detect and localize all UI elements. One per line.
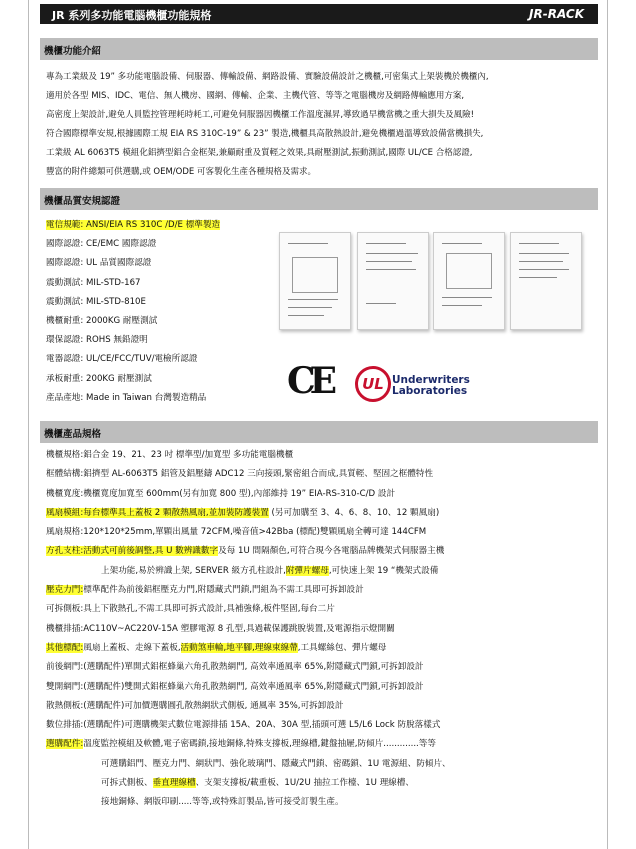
doc-line: [519, 243, 559, 244]
spec-label: 壓克力門:: [46, 585, 84, 596]
spec-label: 機櫃寬度:: [46, 488, 84, 499]
cert-value: 200KG 耐壓測試: [86, 373, 152, 384]
spec-label: 數位排插:: [46, 720, 84, 731]
spec-value: 溫度監控模組及軟體,電子密碼鎖,接地銅條,特殊支撐板,理線槽,鍵盤抽屜,防傾片.............等等: [83, 739, 436, 750]
certificate-image: [510, 232, 582, 330]
cert-value: 2000KG 耐壓測試: [86, 316, 158, 327]
spec-row: [46, 542, 598, 561]
doc-line: [288, 299, 338, 300]
spec-row: [46, 735, 598, 754]
spec-row: [46, 716, 598, 735]
doc-line: [442, 243, 482, 244]
certificate-image: [279, 232, 351, 330]
cert-value: ANSI/EIA RS 310C /D/E 標準製造: [86, 220, 221, 230]
intro-line: 專為工業級及 19” 多功能電腦設備、伺服器、傳輸設備、網路設備、實驗設備設計之機櫃,可密集式上架裝機於機櫃內,: [46, 72, 489, 82]
spec-label: 選購配件:: [46, 739, 84, 750]
cert-list: [46, 216, 220, 408]
cert-row: [46, 350, 220, 369]
spec-row: [46, 639, 598, 658]
cert-label: 機櫃耐重:: [46, 316, 84, 327]
cert-row: [46, 293, 220, 312]
cert-label: 國際認證:: [46, 239, 84, 250]
doc-table: [292, 257, 338, 293]
spec-value: ,可快速上架 19 “機架式設備: [328, 565, 439, 576]
doc-line: [519, 261, 563, 262]
cert-label: 承板耐重:: [46, 373, 84, 384]
section-header-certs: [40, 188, 598, 210]
cert-label: 產品產地:: [46, 392, 84, 403]
doc-line: [519, 277, 557, 278]
page-title: JR 系列多功能電腦機櫃功能規格: [52, 9, 212, 22]
spec-value: 鋁擠型 AL-6063T5 鋁管及鋁壓鑄 ADC12 三向接頭,緊密組合而成,具質輕、堅固之框體特性: [83, 469, 434, 480]
cert-value: MIL-STD-810E: [86, 296, 146, 307]
intro-line: 適用於各型 MIS、IDC、電信、無人機房、國網、傳輸、企業、主機代管、等等之電腦機房及網路傳輸應用方案,: [46, 91, 465, 101]
spec-row-cont: [46, 755, 598, 774]
ul-mark-logo: UL: [355, 366, 391, 402]
spec-list: [46, 446, 598, 813]
ul-logo-text: [392, 375, 470, 397]
spec-label: 框體結構:: [46, 469, 84, 480]
spec-label: 前後網門:: [46, 662, 84, 673]
spec-row-cont: [46, 562, 598, 581]
spec-value: 可拆式側板、: [101, 778, 153, 789]
spec-row: [46, 523, 598, 542]
doc-line: [366, 243, 406, 244]
cert-row: [46, 370, 220, 389]
cert-label: 震動測試:: [46, 296, 84, 307]
doc-line: [288, 315, 324, 316]
cert-label: 電信規範:: [46, 220, 84, 230]
spec-value: (選購配件)可選購機架式數位電源排插 15A、20A、30A 型,插頭可選 L5/L6 Lock 防脫落樣式: [83, 720, 441, 731]
spec-value: 標準配件為前後鋁框壓克力門,附隱藏式門鎖,門組為不需工具即可拆卸設計: [83, 585, 364, 596]
spec-row: [46, 620, 598, 639]
spec-row: [46, 581, 598, 600]
spec-label: 雙開網門:: [46, 681, 84, 692]
cert-value: MIL-STD-167: [86, 277, 141, 288]
cert-value: CE/EMC 國際認證: [86, 239, 157, 250]
section-title: 機櫃產品規格: [44, 429, 102, 440]
cert-row: [46, 274, 220, 293]
spec-row: [46, 697, 598, 716]
spec-value: 120*120*25mm,單顆出風量 72CFM,噪音值>42Bba (標配)雙顆風扇全轉可達 144CFM: [83, 527, 427, 538]
spec-label: 可拆側板:: [46, 604, 84, 615]
section-header-specs: [40, 421, 598, 443]
cert-value: ROHS 無鉛證明: [86, 335, 148, 346]
spec-row-cont: [46, 793, 598, 812]
spec-row-cont: [46, 774, 598, 793]
spec-row: [46, 678, 598, 697]
ul-text-line: Underwriters: [392, 374, 470, 386]
doc-line: [366, 303, 396, 304]
doc-line: [519, 269, 569, 270]
cert-label: 震動測試:: [46, 277, 84, 288]
certificate-image: [357, 232, 429, 330]
spec-value: 具上下散熱孔,不需工具即可拆式設計,具補強條,板件堅固,每台二片: [83, 604, 335, 615]
cert-value: UL 品質國際認證: [86, 258, 152, 269]
doc-line: [442, 305, 482, 306]
intro-line: 工業級 AL 6063T5 模組化鋁擠型鋁合金框架,兼顧耐重及質輕之效果,具耐壓測試,振動測試,國際 UL/CE 合格認證,: [46, 148, 473, 158]
spec-value: 及每 1U 間隔顏色,可符合現今各電腦品牌機架式伺服器主機: [218, 546, 445, 557]
cert-row: [46, 235, 220, 254]
certificate-image: [433, 232, 505, 330]
intro-line: 豐富的附件總類可供選購,或 OEM/ODE 可客製化生產各種規格及需求。: [46, 167, 316, 177]
cert-row: [46, 312, 220, 331]
spec-value: 機櫃寬度加寬至 600mm(另有加寬 800 型),內部維持 19” EIA-RS-310-C/D 設計: [83, 488, 396, 499]
section-header-intro: [40, 38, 598, 60]
cert-value: Made in Taiwan 台灣製造精品: [86, 392, 207, 403]
spec-row: [46, 446, 598, 465]
spec-value: 上架功能,易於辨識上架, SERVER 級方孔柱設計,: [101, 565, 286, 576]
doc-line: [366, 253, 418, 254]
spec-value-highlight: 活動式可前後調整,具 U 數辨識數字: [83, 546, 219, 557]
doc-line: [366, 261, 412, 262]
spec-value: 鋁合金 19、21、23 吋 標準型/加寬型 多功能電腦機櫃: [83, 450, 294, 460]
cert-row: [46, 389, 220, 408]
spec-row: [46, 658, 598, 677]
doc-line: [288, 243, 328, 244]
spec-value: ,工具螺絲包、彈片螺母: [297, 642, 387, 653]
spec-label: 散熱側板:: [46, 700, 84, 711]
spec-value-highlight: 垂直理線槽: [152, 778, 196, 789]
spec-value: 、支架支撐板/載重板、1U/2U 抽拉工作檯、1U 理線槽、: [195, 778, 414, 789]
doc-line: [442, 297, 492, 298]
spec-value-highlight: 附彈片螺母: [285, 565, 329, 576]
cert-row: [46, 216, 220, 235]
intro-line: 高密度上架設計,避免人員監控管理耗時耗工,可避免伺服器因機櫃工作溫度濕昇,導致過早機當機之重大損失及風險!: [46, 110, 475, 120]
cert-value: UL/CE/FCC/TUV/電檢所認證: [86, 354, 198, 365]
spec-value: 可選購鋁門、壓克力門、網狀門、強化玻璃門、隱藏式門鎖、密碼鎖、1U 電源組、防傾片、: [101, 758, 451, 769]
spec-value: (另可加購至 3、4、6、8、10、12 顆風扇): [268, 507, 440, 518]
spec-row: [46, 600, 598, 619]
ul-text-line: Laboratories: [392, 385, 468, 397]
spec-label: 風扇模組:: [46, 507, 84, 518]
doc-table: [446, 253, 492, 289]
section-title: 機櫃功能介紹: [44, 46, 102, 57]
spec-label: 機櫃排插:: [46, 623, 84, 634]
doc-line: [366, 269, 416, 270]
cert-label: 環保認證:: [46, 335, 84, 346]
spec-row: [46, 465, 598, 484]
spec-label: 機櫃規格:: [46, 450, 84, 460]
doc-line: [519, 253, 569, 254]
spec-value-highlight: 活動煞車輪,地平腳,理線束線帶: [180, 642, 298, 653]
doc-line: [288, 307, 332, 308]
cert-row: [46, 254, 220, 273]
ce-mark-logo: CE: [287, 360, 332, 402]
cert-label: 電器認證:: [46, 354, 84, 365]
header-bar: [40, 4, 598, 24]
spec-value: AC110V~AC220V-15A 塑膠電源 8 孔型,具過載保護跳脫裝置,及電源指示燈開關: [83, 623, 395, 634]
spec-row: [46, 504, 598, 523]
spec-value: (選購配件)可加價選購圓孔散熱網狀式側板, 通風率 35%,可拆卸設計: [83, 700, 344, 711]
intro-line: 符合國際標準安規,根據國際工規 EIA RS 310C-19” & 23” 製造,機櫃具高散熱設計,避免機櫃過溫導致設備當機損失,: [46, 129, 484, 139]
spec-value: (選購配件)雙開式鋁框蜂巢六角孔散熱網門, 高效率通風率 65%,附隱藏式門鎖,可拆卸設計: [83, 681, 424, 692]
spec-value: 風扇上蓋板、走線下蓋板,: [83, 642, 181, 653]
spec-value: (選購配件)單開式鋁框蜂巢六角孔散熱網門, 高效率通風率 65%,附隱藏式門鎖,可拆卸設計: [83, 662, 424, 673]
cert-row: [46, 331, 220, 350]
spec-label: 風扇規格:: [46, 527, 84, 538]
cert-label: 國際認證:: [46, 258, 84, 269]
brand-logo-text: JR-RACK: [529, 7, 584, 21]
spec-label: 其他標配:: [46, 642, 84, 653]
spec-value: 接地銅條、網版印刷.....等等,或特殊訂製品,皆可接受訂製生產。: [101, 797, 344, 808]
section-title: 機櫃品質安規認證: [44, 196, 121, 207]
intro-paragraph: [46, 68, 596, 182]
spec-value-highlight: 每台標準具上蓋板 2 顆散熱風扇,並加裝防護裝置: [83, 507, 269, 518]
spec-row: [46, 485, 598, 504]
spec-label: 方孔支柱:: [46, 546, 84, 557]
